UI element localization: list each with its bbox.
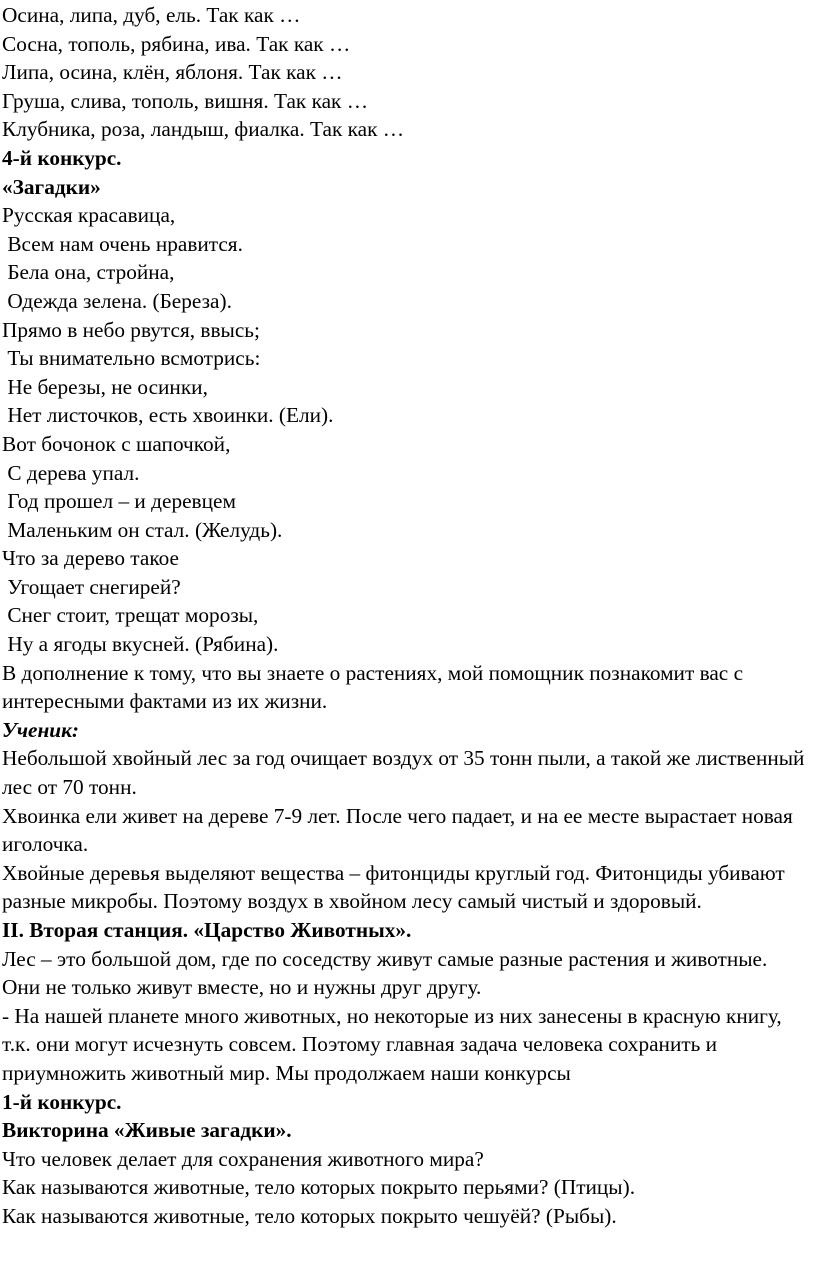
riddle-line: Одежда зелена. (Береза).: [2, 288, 232, 313]
planet-paragraph: - На нашей планете много животных, но некоторые из них занесены в красную книгу, т.к. они могут исчезнуть совсем. Поэтому главная задача человека сохранить и приумножить животный мир. Мы продолжаем наши конкурсы: [2, 1003, 782, 1085]
text-line: Осина, липа, дуб, ель. Так как …: [2, 3, 301, 27]
riddle-line: Вот бочонок с шапочкой,: [2, 431, 231, 456]
fact-paragraph: Хвоинка ели живет на дереве 7-9 лет. После чего падает, и на ее месте вырастает новая иголочка.: [2, 803, 793, 857]
text-line: Груша, слива, тополь, вишня. Так как …: [2, 88, 369, 113]
forest-paragraph: Лес – это большой дом, где по соседству живут самые разные растения и животные. Они не только живут вместе, но и нужны друг другу.: [2, 946, 768, 1000]
riddle-line: Ну а ягоды вкусней. (Рябина).: [2, 632, 279, 657]
station-2-heading: II. Вторая станция. «Царство Животных».: [2, 918, 412, 942]
riddle-line: С дерева упал.: [2, 460, 140, 485]
riddle-line: Всем нам очень нравится.: [2, 231, 243, 256]
intro-facts-paragraph: В дополнение к тому, что вы знаете о растениях, мой помощник познакомит вас с интересными фактами из их жизни.: [2, 660, 744, 714]
quiz-question: Как называются животные, тело которых покрыто чешуёй? (Рыбы).: [2, 1203, 617, 1228]
riddle-line: Нет листочков, есть хвоинки. (Ели).: [2, 403, 334, 428]
riddle-line: Прямо в небо рвутся, ввысь;: [2, 317, 260, 342]
quiz-question: Что человек делает для сохранения животного мира?: [2, 1146, 484, 1171]
riddle-line: Бела она, стройна,: [2, 260, 175, 285]
fact-paragraph: Хвойные деревья выделяют вещества – фитонциды круглый год. Фитонциды убивают разные микробы. Поэтому воздух в хвойном лесу самый чистый и здоровый.: [2, 860, 785, 914]
riddle-line: Не березы, не осинки,: [2, 374, 208, 399]
quiz-heading: Викторина «Живые загадки».: [2, 1118, 292, 1143]
contest-1-heading: 1-й конкурс.: [2, 1089, 122, 1114]
text-line: Клубника, роза, ландыш, фиалка. Так как …: [2, 117, 405, 142]
contest-4-heading: 4-й конкурс.: [2, 145, 122, 170]
text-line: Липа, осина, клён, яблоня. Так как …: [2, 60, 343, 85]
riddle-line: Снег стоит, трещат морозы,: [2, 603, 259, 628]
quiz-question: Как называются животные, тело которых покрыто перьями? (Птицы).: [2, 1175, 636, 1200]
student-label: Ученик:: [2, 717, 80, 742]
riddle-line: Год прошел – и деревцем: [2, 489, 236, 514]
text-line: Сосна, тополь, рябина, ива. Так как …: [2, 31, 351, 56]
riddle-line: Ты внимательно всмотрись:: [2, 346, 261, 371]
riddles-heading: «Загадки»: [2, 174, 101, 199]
riddle-line: Угощает снегирей?: [2, 574, 181, 599]
riddle-line: Что за дерево такое: [2, 546, 179, 571]
riddle-line: Русская красавица,: [2, 203, 176, 228]
riddle-line: Маленьким он стал. (Желудь).: [2, 517, 283, 542]
fact-paragraph: Небольшой хвойный лес за год очищает воздух от 35 тонн пыли, а такой же лиственный лес от 70 тонн.: [2, 746, 805, 800]
